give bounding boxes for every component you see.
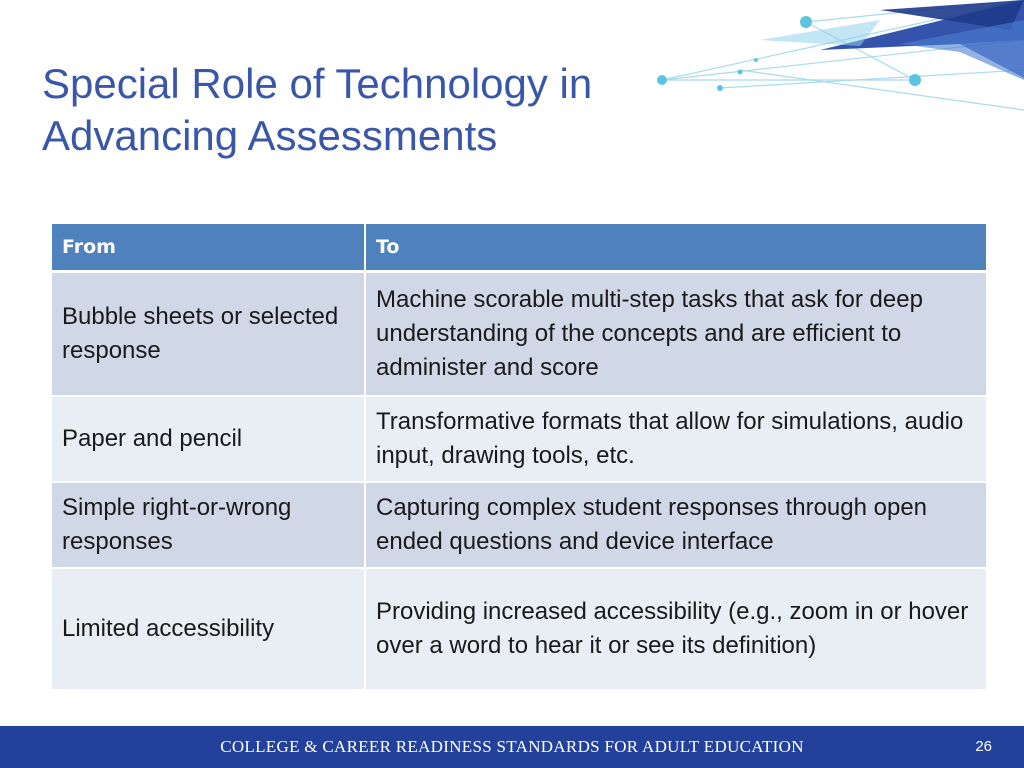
footer-brand: COLLEGE & CAREER READINESS STANDARDS FOR ADULT EDUCATION <box>220 737 804 756</box>
table-row <box>52 273 986 397</box>
cell-from: Bubble sheets or selected response <box>52 273 366 397</box>
cell-to: Capturing complex student responses through open ended questions and device interface <box>366 483 986 569</box>
header-to: To <box>366 224 986 273</box>
cell-to: Providing increased accessibility (e.g., zoom in or hover over a word to hear it or see its definition) <box>366 569 986 691</box>
slide-title-line-1: Special Role of Technology in <box>42 60 593 107</box>
cell-from: Limited accessibility <box>52 569 366 691</box>
table-row <box>52 397 986 483</box>
slide-title-line-2: Advancing Assessments <box>42 112 498 159</box>
cell-to: Machine scorable multi-step tasks that ask for deep understanding of the concepts and are efficient to administer and score <box>366 273 986 397</box>
table-row <box>52 483 986 569</box>
header-from: From <box>52 224 366 273</box>
page-number: 26 <box>975 738 992 755</box>
table-body <box>52 273 986 691</box>
cell-from: Simple right-or-wrong responses <box>52 483 366 569</box>
cell-from: Paper and pencil <box>52 397 366 483</box>
comparison-table <box>52 224 986 691</box>
slide-title <box>42 58 662 162</box>
cell-to: Transformative formats that allow for simulations, audio input, drawing tools, etc. <box>366 397 986 483</box>
footer-bar <box>0 726 1024 768</box>
table-header-row <box>52 224 986 273</box>
table-row <box>52 569 986 691</box>
table-header <box>52 224 986 273</box>
